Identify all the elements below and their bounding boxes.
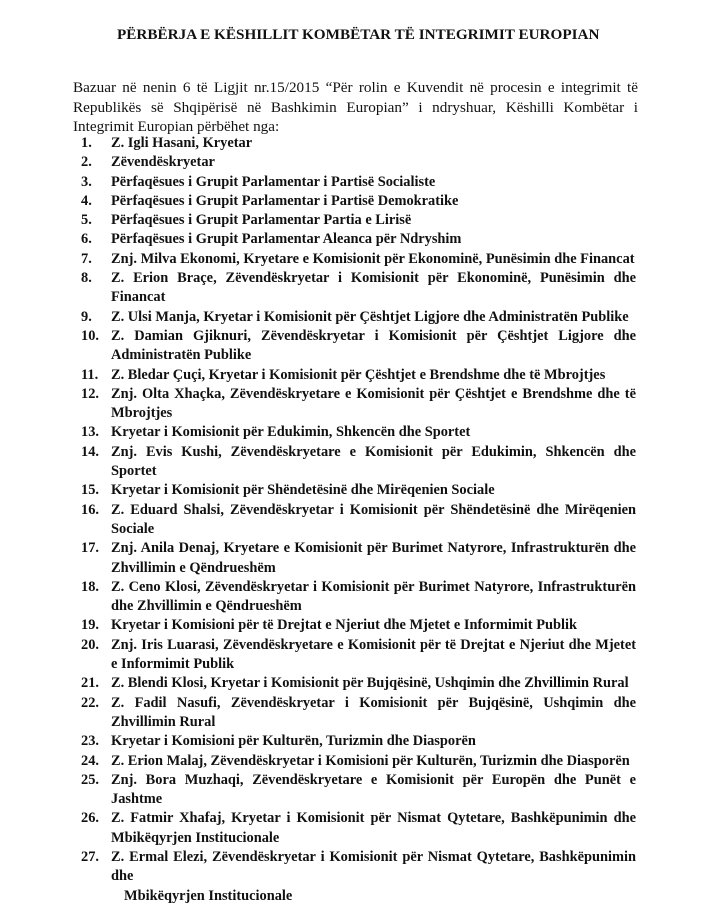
intro-paragraph: Bazuar në nenin 6 të Ligjit nr.15/2015 “Për rolin e Kuvendit në procesin e integrimit të Republikës së Shqipërisë në Bashkimin Europian” i ndryshuar, Këshilli Kombëtar i Integrimit Europian përbëhet nga: — [73, 79, 638, 135]
list-item — [73, 327, 636, 366]
item-number: 10. — [81, 327, 99, 344]
item-text: Znj. Olta Xhaçka, Zëvendëskryetare e Komisionit për Çështjet e Brendshme dhe të Mbrojtjes — [111, 385, 636, 422]
item-number: 14. — [81, 443, 99, 460]
item-number: 4. — [81, 192, 92, 209]
item-text: Z. Ulsi Manja, Kryetar i Komisionit për Çështjet Ligjore dhe Administratën Publike — [111, 308, 629, 325]
item-number: 8. — [81, 270, 92, 287]
list-item — [73, 636, 636, 675]
item-text: Kryetar i Komisioni për Kulturën, Turizmin dhe Diasporën — [111, 733, 476, 750]
list-item — [73, 732, 636, 751]
item-number: 11. — [81, 366, 99, 383]
item-text: Znj. Iris Luarasi, Zëvendëskryetare e Komisionit për të Drejtat e Njeriut dhe Mjetet e Informimit Publik — [111, 636, 636, 673]
item-number: 5. — [81, 212, 92, 229]
list-item — [73, 211, 636, 230]
list-item — [73, 366, 636, 385]
item-text: Znj. Milva Ekonomi, Kryetare e Komisionit për Ekonominë, Punësimin dhe Financat — [111, 250, 635, 267]
list-item — [73, 481, 636, 500]
item-number: 16. — [81, 501, 99, 518]
item-number: 15. — [81, 482, 99, 499]
item-text: Z. Fatmir Xhafaj, Kryetar i Komisionit për Nismat Qytetare, Bashkëpunimin dhe Mbikëqyrjen Institucionale — [111, 810, 636, 846]
list-item — [73, 501, 636, 540]
list-item — [73, 771, 636, 810]
list-item — [73, 848, 636, 906]
list-item — [73, 674, 636, 693]
item-text: Z. Bledar Çuçi, Kryetar i Komisionit për Çështjet e Brendshme dhe të Mbrojtjes — [111, 366, 606, 383]
item-number: 23. — [81, 733, 99, 750]
item-number: 25. — [81, 771, 99, 788]
item-number: 7. — [81, 250, 92, 267]
item-number: 24. — [81, 752, 99, 769]
item-text: Përfaqësues i Grupit Parlamentar i Partisë Demokratike — [111, 192, 459, 209]
item-number: 6. — [81, 231, 92, 248]
list-item — [73, 423, 636, 442]
item-text: Z. Damian Gjiknuri, Zëvendëskryetar i Komisionit për Çështjet Ligjore dhe Administratën Publike — [111, 327, 636, 364]
item-number: 20. — [81, 636, 99, 653]
list-item — [73, 250, 636, 269]
list-item — [73, 269, 636, 308]
item-text: Përfaqësues i Grupit Parlamentar i Partisë Socialiste — [111, 173, 436, 190]
list-item — [73, 809, 636, 848]
item-text: Zëvendëskryetar — [111, 154, 215, 171]
list-item — [73, 192, 636, 211]
list-item — [73, 539, 636, 578]
item-text: Kryetar i Komisionit për Edukimin, Shkencën dhe Sportet — [111, 424, 471, 441]
list-item — [73, 752, 636, 771]
list-item — [73, 308, 636, 327]
item-number: 22. — [81, 694, 99, 711]
item-number: 12. — [81, 385, 99, 402]
item-text: Znj. Evis Kushi, Zëvendëskryetare e Komisionit për Edukimin, Shkencën dhe Sportet — [111, 443, 636, 480]
members-list — [73, 134, 636, 906]
list-item — [73, 134, 636, 153]
item-text: Z. Fadil Nasufi, Zëvendëskryetar i Komisionit për Bujqësinë, Ushqimin dhe Zhvillimin Rural — [111, 694, 636, 730]
item-text: Kryetar i Komisionit për Shëndetësinë dhe Mirëqenien Sociale — [111, 482, 495, 499]
list-item — [73, 153, 636, 172]
item-number: 1. — [81, 135, 92, 151]
list-item — [73, 616, 636, 635]
list-item — [73, 173, 636, 192]
list-item — [73, 230, 636, 249]
item-text: Z. Eduard Shalsi, Zëvendëskryetar i Komisionit për Shëndetësinë dhe Mirëqenien Sociale — [111, 501, 636, 537]
list-item — [73, 694, 636, 733]
item-text: Përfaqësues i Grupit Parlamentar Partia e Lirisë — [111, 212, 412, 229]
item-text: Znj. Bora Muzhaqi, Zëvendëskryetare e Komisionit për Europën dhe Punët e Jashtme — [111, 771, 636, 808]
item-text: Z. Blendi Klosi, Kryetar i Komisionit për Bujqësinë, Ushqimin dhe Zhvillimin Rural — [111, 675, 629, 692]
document-title: PËRBËRJA E KËSHILLIT KOMBËTAR TË INTEGRIMIT EUROPIAN — [117, 26, 600, 43]
item-number: 17. — [81, 540, 99, 557]
list-item — [73, 385, 636, 424]
item-number: 26. — [81, 810, 99, 827]
item-number: 2. — [81, 154, 92, 171]
item-text: Z. Igli Hasani, Kryetar — [111, 135, 253, 151]
item-text: Z. Erion Braçe, Zëvendëskryetar i Komisionit për Ekonominë, Punësimin dhe Financat — [111, 270, 636, 306]
item-number: 9. — [81, 308, 92, 325]
item-number: 18. — [81, 578, 99, 595]
item-text-continuation: Mbikëqyrjen Institucionale — [124, 887, 293, 904]
item-text: Kryetar i Komisioni për të Drejtat e Njeriut dhe Mjetet e Informimit Publik — [111, 617, 577, 634]
item-number: 19. — [81, 617, 99, 634]
item-number: 13. — [81, 424, 99, 441]
item-text: Z. Ermal Elezi, Zëvendëskryetar i Komisionit për Nismat Qytetare, Bashkëpunimin dhe — [111, 848, 636, 885]
item-text: Znj. Anila Denaj, Kryetare e Komisionit për Burimet Natyrore, Infrastrukturën dhe Zhvillimin e Qëndrueshëm — [111, 540, 636, 576]
item-number: 21. — [81, 675, 99, 692]
item-number: 3. — [81, 173, 92, 190]
item-text: Z. Erion Malaj, Zëvendëskryetar i Komisioni për Kulturën, Turizmin dhe Diasporën — [111, 752, 630, 769]
item-text: Z. Ceno Klosi, Zëvendëskryetar i Komisionit për Burimet Natyrore, Infrastrukturën dhe Zhvillimin e Qëndrueshëm — [111, 578, 636, 615]
item-number: 27. — [81, 848, 99, 865]
item-text: Përfaqësues i Grupit Parlamentar Aleanca për Ndryshim — [111, 231, 462, 248]
list-item — [73, 578, 636, 617]
list-item — [73, 443, 636, 482]
